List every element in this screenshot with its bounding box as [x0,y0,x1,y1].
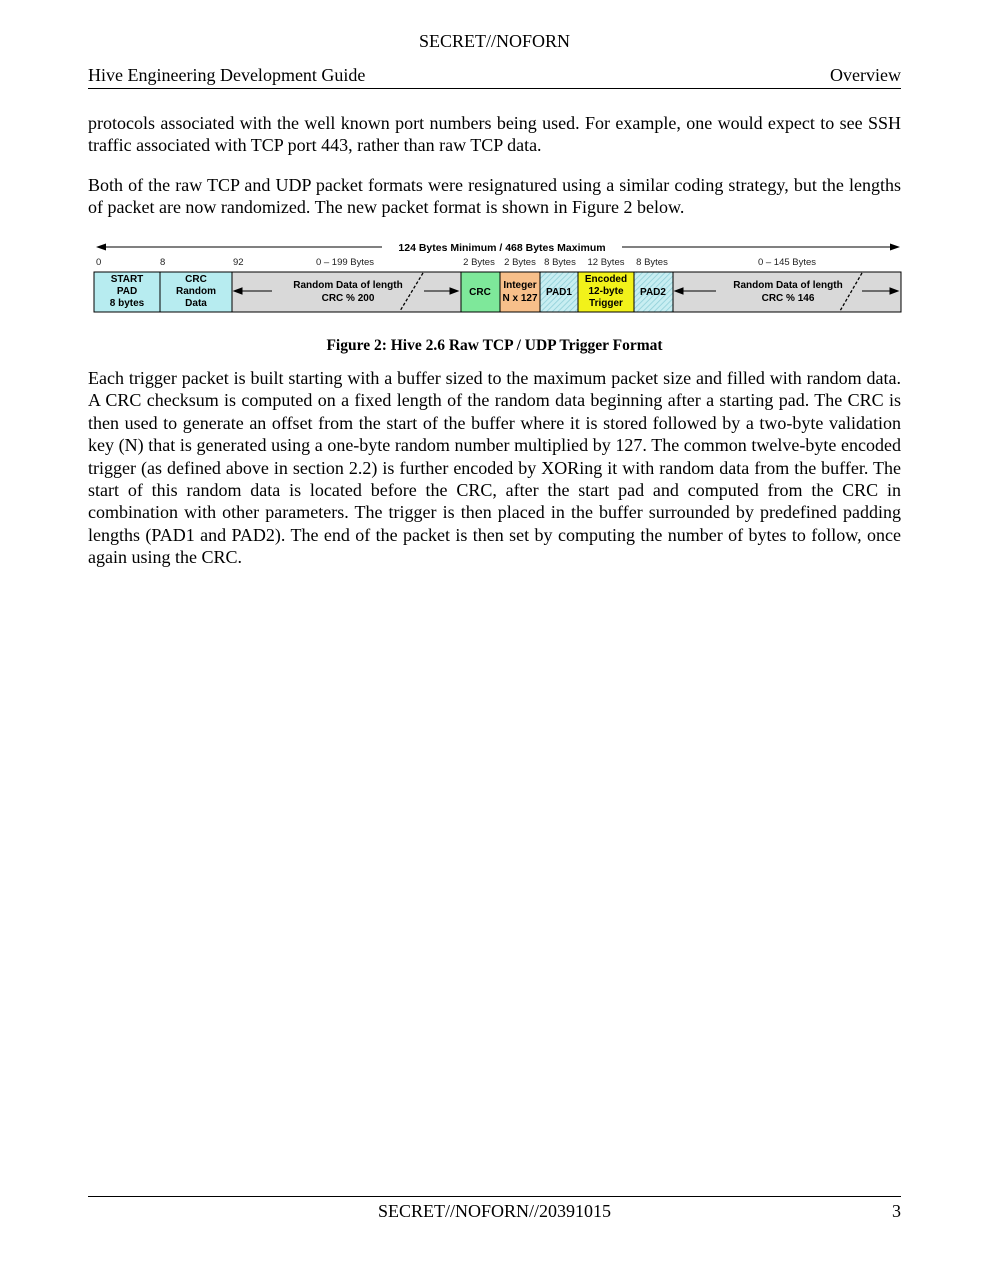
section-title: Overview [830,65,901,85]
random1-label-2: CRC % 200 [321,293,375,304]
offset-8-label: 8 [160,257,166,268]
span-arrowhead-left [96,244,106,251]
start-pad-label-1: START [110,274,144,285]
pad2-label: PAD2 [640,287,666,298]
random2-label-2: CRC % 146 [761,293,815,304]
trigger-format-figure [90,236,904,316]
figure-caption: Figure 2: Hive 2.6 Raw TCP / UDP Trigger Format [326,337,663,354]
pad2-size-label: 8 Bytes [636,257,668,268]
page-footer [88,1200,901,1224]
random-data-field-1 [232,272,461,312]
random2-size-label: 0 – 145 Bytes [757,257,817,268]
crc-random-label-2: Random [176,286,216,297]
pad1-label: PAD1 [546,287,572,298]
paragraph-packet-formats: Both of the raw TCP and UDP packet formats were resignatured using a similar coding strategy, but the lengths of packet are now randomized. The new packet format is shown in Figure 2 below. [88,175,901,218]
trigger-label-2: 12-byte [588,286,624,297]
running-header [88,64,901,89]
crc-random-label-3: Data [185,298,207,309]
document-title: Hive Engineering Development Guide [88,65,366,85]
total-length-label: 124 Bytes Minimum / 468 Bytes Maximum [398,242,606,254]
offset-92-label: 92 [233,257,244,268]
start-pad-label-2: PAD [116,286,138,297]
classification-banner-top: SECRET//NOFORN [418,31,571,51]
random2-label-1: Random Data of length [733,280,843,291]
integer-label-2: N x 127 [502,293,538,304]
offset-0-label: 0 [96,257,102,268]
footer-rule [88,1196,901,1197]
total-length-span [96,242,900,254]
crc-random-label-1: CRC [185,274,207,285]
page-number: 3 [892,1201,901,1221]
integer-label-1: Integer [503,280,537,291]
random-data-field-2 [673,272,901,312]
pad1-size-label: 8 Bytes [544,257,576,268]
size-labels [96,257,816,268]
start-pad-label-3: 8 bytes [109,298,145,309]
paragraph-port-protocols: protocols associated with the well known port numbers being used. For example, one would expect to see SSH traffic associated with TCP port 443, rather than raw TCP data. [88,113,901,156]
random1-size-label: 0 – 199 Bytes [315,257,375,268]
trigger-size-label: 12 Bytes [587,257,625,268]
packet-diagram [90,236,904,316]
trigger-label-1: Encoded [584,274,628,285]
random1-label-1: Random Data of length [293,280,403,291]
crc-size-label: 2 Bytes [463,257,495,268]
trigger-label-3: Trigger [589,298,623,309]
span-arrowhead-right [890,244,900,251]
classification-banner-bottom: SECRET//NOFORN//20391015 [377,1201,612,1221]
crc-label: CRC [469,287,491,298]
paragraph-trigger-construction: Each trigger packet is built starting with a buffer sized to the maximum packet size and filled with random data. A CRC checksum is computed on a fixed length of the random data beginning after a starting pad. The CRC is then used to generate an offset from the start of the buffer where it is stored followed by a two-byte validation key (N) that is generated using a one-byte random number multiplied by 127. The common twelve-byte encoded trigger (as defined above in section 2.2) is further encoded by XORing it with random data from the buffer. The start of this random data is located before the CRC, after the start pad and computed from the CRC in combination with other parameters. The trigger is then placed in the buffer surrounded by predefined padding lengths (PAD1 and PAD2). The end of the packet is then set by computing the number of bytes to follow, once again using the CRC. [88,368,901,568]
integer-size-label: 2 Bytes [504,257,536,268]
integer-field [500,272,540,312]
